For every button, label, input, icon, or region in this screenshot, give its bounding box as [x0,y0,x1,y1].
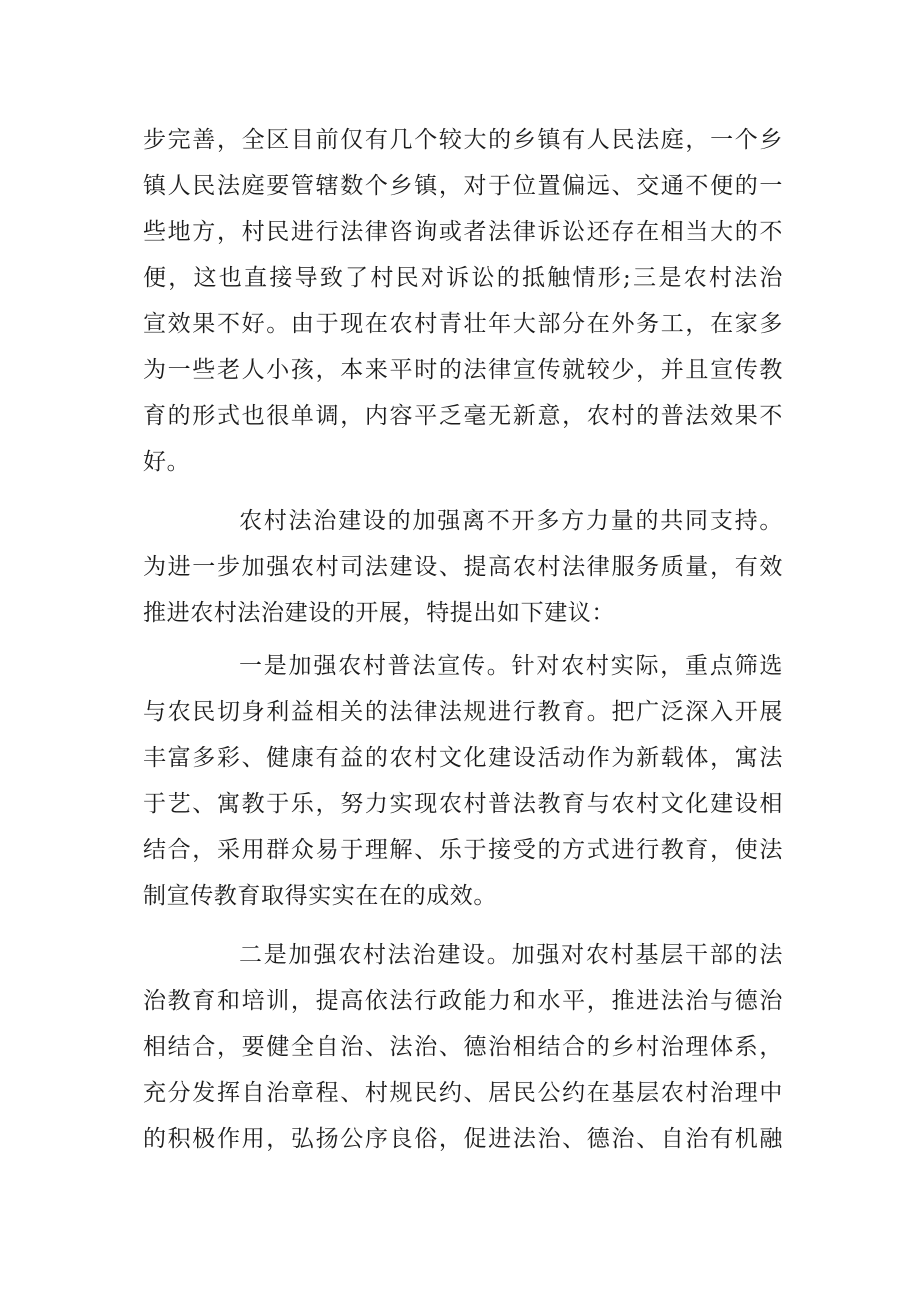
paragraph-1-line-1: 步完善，全区目前仅有几个较大的乡镇有人民法庭，一个乡 [143,127,783,153]
paragraph-4-line-5: 的积极作用，弘扬公序良俗，促进法治、德治、自治有机融 [143,1126,783,1152]
paragraph-4-line-1: 二是加强农村法治建设。加强对农村基层干部的法 [239,942,783,968]
paragraph-1-line-5: 宣效果不好。由于现在农村青壮年大部分在外务工，在家多 [143,311,783,337]
paragraph-1-line-3: 些地方，村民进行法律咨询或者法律诉讼还存在相当大的不 [143,219,783,245]
paragraph-1-line-8: 好。 [143,449,191,475]
paragraph-3-line-4: 于艺、寓教于乐，努力实现农村普法教育与农村文化建设相 [143,791,783,817]
paragraph-1-line-7: 育的形式也很单调，内容平乏毫无新意，农村的普法效果不 [143,403,783,429]
paragraph-1-line-2: 镇人民法庭要管辖数个乡镇，对于位置偏远、交通不便的一 [143,173,783,199]
paragraph-3-line-6: 制宣传教育取得实实在在的成效。 [143,883,497,909]
paragraph-2-line-3: 推进农村法治建设的开展，特提出如下建议： [143,600,615,626]
paragraph-2-line-1: 农村法治建设的加强离不开多方力量的共同支持。 [239,508,783,534]
paragraph-4-line-4: 充分发挥自治章程、村规民约、居民公约在基层农村治理中 [143,1080,783,1106]
paragraph-3-line-3: 丰富多彩、健康有益的农村文化建设活动作为新载体，寓法 [143,745,783,771]
paragraph-1-line-6: 为一些老人小孩，本来平时的法律宣传就较少，并且宣传教 [143,357,783,383]
paragraph-4-line-2: 治教育和培训，提高依法行政能力和水平，推进法治与德治 [143,988,783,1014]
paragraph-1-line-4: 便，这也直接导致了村民对诉讼的抵触情形;三是农村法治 [143,265,783,291]
paragraph-3-line-5: 结合，采用群众易于理解、乐于接受的方式进行教育，使法 [143,837,783,863]
paragraph-4-line-3: 相结合，要健全自治、法治、德治相结合的乡村治理体系， [143,1034,783,1060]
paragraph-3-line-1: 一是加强农村普法宣传。针对农村实际，重点筛选 [239,653,783,679]
paragraph-2-line-2: 为进一步加强农村司法建设、提高农村法律服务质量，有效 [143,554,783,580]
paragraph-3-line-2: 与农民切身利益相关的法律法规进行教育。把广泛深入开展 [143,699,783,725]
